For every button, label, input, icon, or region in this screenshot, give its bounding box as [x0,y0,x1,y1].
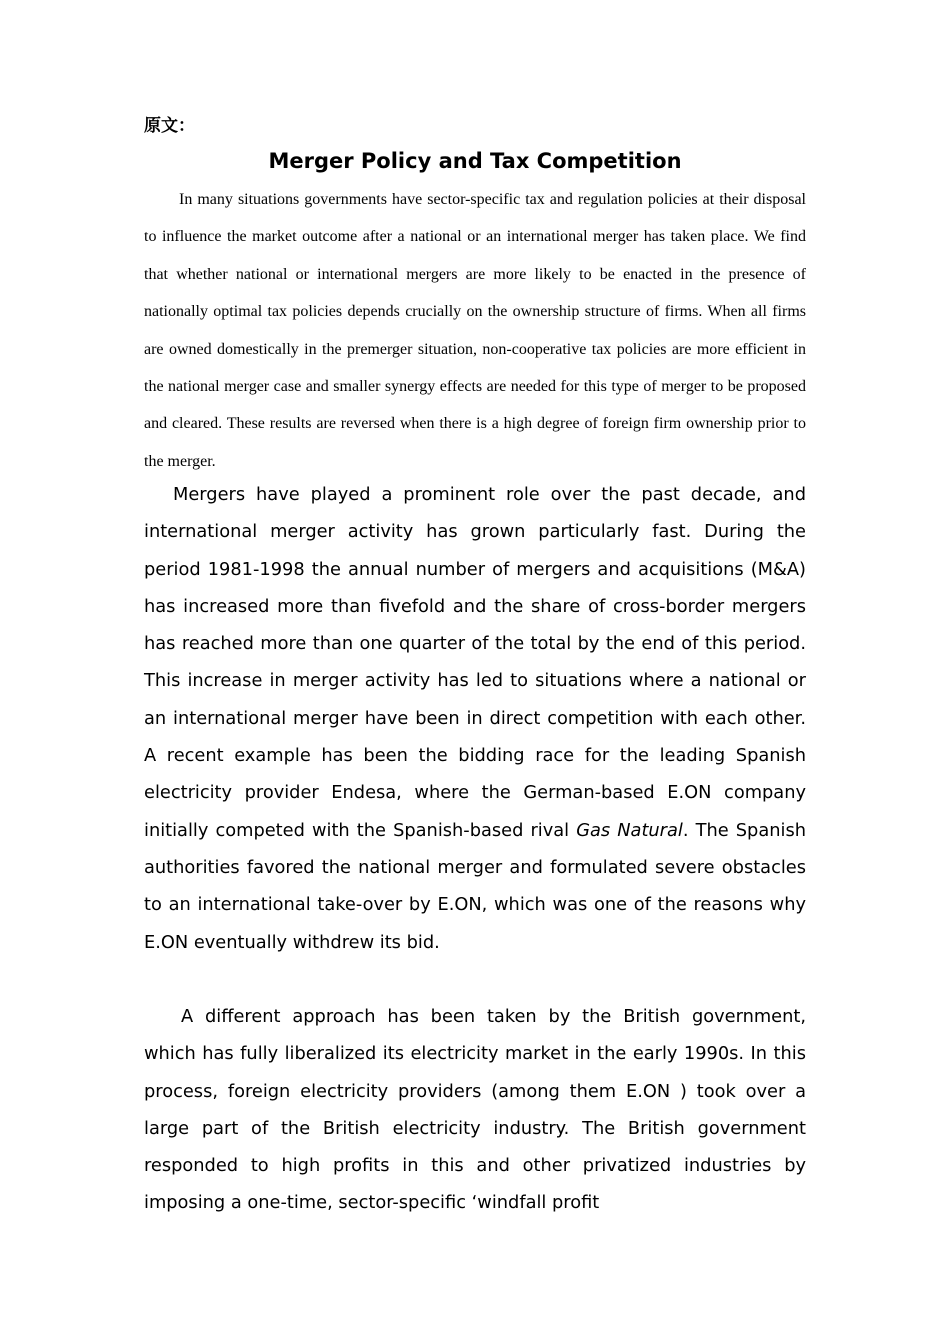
paragraph-1-text-end: . The Spanish authorities favored the national merger and formulated severe obstacles to an international take-over by E.ON, which was one of the reasons why E.ON eventually withdrew its bid. [144,819,806,953]
abstract-paragraph: In many situations governments have sector-specific tax and regulation policies at their disposal to influence the market outcome after a national or an international merger has taken place. We find that whether national or international mergers are more likely to be enacted in the presence of nationally optimal tax policies depends crucially on the ownership structure of firms. When all firms are owned domestically in the premerger situation, non-cooperative tax policies are more efficient in the national merger case and smaller synergy effects are needed for this type of merger to be proposed and cleared. These results are reversed when there is a high degree of foreign firm ownership prior to the merger. [144,191,806,470]
body-paragraph-2: A different approach has been taken by the British government, which has fully liberalized its electricity market in the early 1990s. In this process, foreign electricity providers (among them E.ON ) took over a large part of the British electricity industry. The British government responded to high profits in this and other privatized industries by imposing a one-time, sector-specific ‘windfall profit [144,1006,806,1214]
body-paragraph-1 [144,476,806,961]
paragraph-1-italic-company: Gas Natural [576,819,683,841]
document-title: Merger Policy and Tax Competition [268,149,682,173]
source-text-label: 原文： [144,116,195,136]
paragraph-1-text-start: Mergers have played a prominent role over the past decade, and international merger activity has grown particularly fast. During the period 1981-1998 the annual number of mergers and acquisitions (M&A) has increased more than fivefold and the share of cross-border mergers has reached more than one quarter of the total by the end of this period. This increase in merger activity has led to situations where a national or an international merger have been in direct competition with each other. A recent example has been the bidding race for the leading Spanish electricity provider Endesa, where the German-based E.ON company initially competed with the Spanish-based rival [144,484,806,841]
